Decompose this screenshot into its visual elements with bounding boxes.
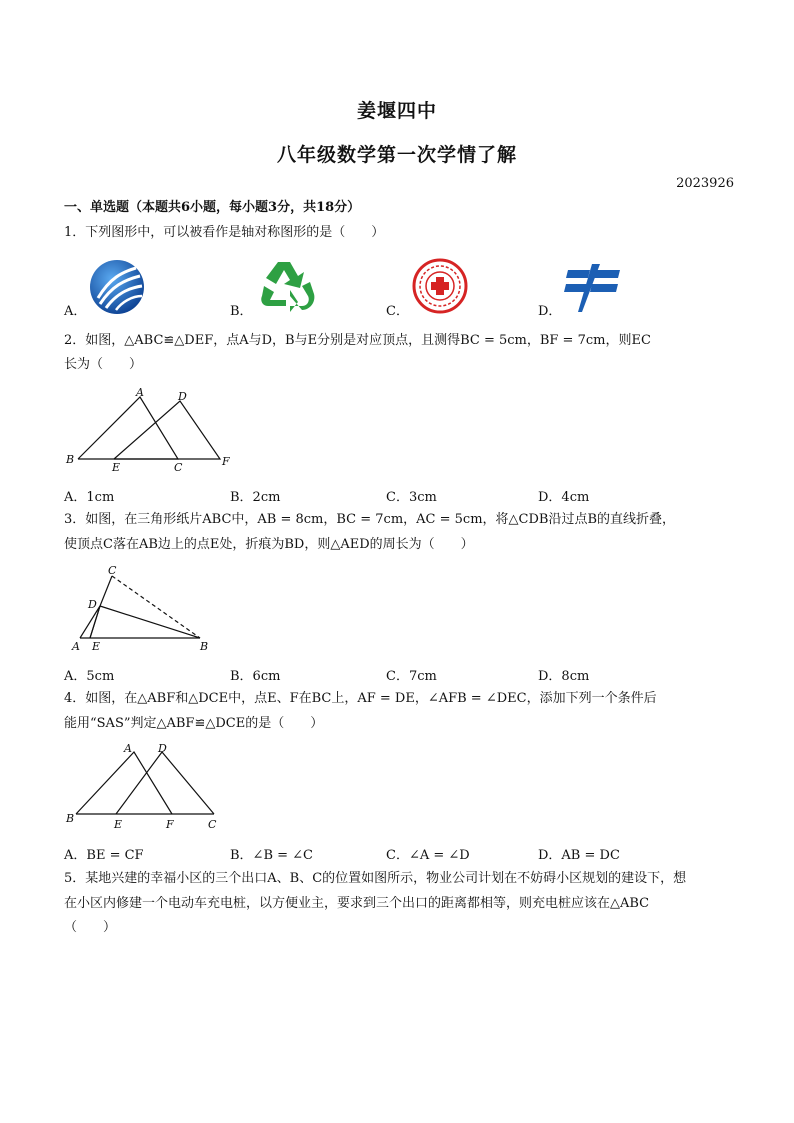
q3-label-a: A — [72, 640, 80, 653]
q4-stem-line2: 能用“SAS”判定△ABF≌△DCE的是（ ） — [64, 716, 324, 731]
q2-option-b: B．2cm — [230, 490, 281, 505]
q4-option-c: C．∠A = ∠D — [386, 848, 470, 863]
q2-figure — [62, 385, 242, 479]
q2-label-d: D — [178, 390, 187, 403]
q3-label-b: B — [200, 640, 209, 653]
q3-option-a: A．5cm — [64, 669, 115, 684]
red-cross-emblem-icon — [412, 258, 468, 318]
q5-stem-line1: 5．某地兴建的幸福小区的三个出口A、B、C的位置如图所示，物业公司计划在不妨碍小区规划的建设下，想 — [64, 871, 687, 886]
q2-option-c: C．3cm — [386, 490, 437, 505]
q2-label-f: F — [222, 455, 230, 468]
q3-option-c: C．7cm — [386, 669, 437, 684]
q3-figure — [66, 562, 226, 660]
q4-figure — [62, 740, 232, 836]
exam-title: 八年级数学第一次学情了解 — [276, 144, 517, 166]
q3-label-e: E — [92, 640, 101, 653]
section-heading: 一、单选题（本题共6小题，每小题3分，共18分） — [64, 200, 361, 215]
q3-stem-line2: 使顶点C落在AB边上的点E处，折痕为BD，则△AED的周长为（ ） — [64, 537, 474, 552]
q2-label-e: E — [112, 461, 121, 474]
q1-option-a: A． — [64, 304, 87, 319]
q3-option-d: D．8cm — [538, 669, 590, 684]
q3-option-b: B．6cm — [230, 669, 281, 684]
date-code: 2023926 — [676, 176, 734, 191]
q2-label-b: B — [66, 453, 75, 466]
q4-label-c: C — [208, 818, 217, 831]
q2-option-a: A．1cm — [64, 490, 115, 505]
q3-stem-line1: 3．如图，在三角形纸片ABC中，AB = 8cm，BC = 7cm，AC = 5cm，将△CDB沿过点B的直线折叠， — [64, 512, 676, 527]
q1-stem: 1．下列图形中，可以被看作是轴对称图形的是（ ） — [64, 225, 385, 240]
q4-label-d: D — [158, 742, 167, 755]
q4-stem-line1: 4．如图，在△ABF和△DCE中，点E、F在BC上，AF = DE，∠AFB = ∠DEC，添加下列一个条件后 — [64, 691, 657, 706]
q4-label-e: E — [114, 818, 123, 831]
q4-label-a: A — [124, 742, 132, 755]
globe-logo-icon — [88, 258, 146, 320]
q3-label-c: C — [108, 564, 117, 577]
blue-cross-logo-icon — [564, 262, 624, 318]
school-name: 姜堰四中 — [356, 100, 437, 122]
q4-label-b: B — [66, 812, 75, 825]
q1-option-b: B． — [230, 304, 253, 319]
q2-stem-line1: 2．如图，△ABC≌△DEF，点A与D，B与E分别是对应顶点，且测得BC = 5cm，BF = 7cm，则EC — [64, 333, 651, 348]
q4-option-a: A．BE = CF — [64, 848, 144, 863]
q1-option-c: C． — [386, 304, 409, 319]
recycle-icon — [256, 256, 316, 318]
q2-option-d: D．4cm — [538, 490, 590, 505]
q2-label-a: A — [136, 386, 144, 399]
q5-stem-line2: 在小区内修建一个电动车充电桩，以方便业主，要求到三个出口的距离都相等，则充电桩应该在△ABC — [64, 896, 650, 911]
q4-label-f: F — [166, 818, 174, 831]
q4-option-b: B．∠B = ∠C — [230, 848, 313, 863]
q2-stem-line2: 长为（ ） — [64, 357, 143, 372]
q3-label-d: D — [88, 598, 97, 611]
q1-option-d: D． — [538, 304, 562, 319]
q5-stem-line3: （ ） — [64, 920, 117, 935]
q2-label-c: C — [174, 461, 183, 474]
q4-option-d: D．AB = DC — [538, 848, 620, 863]
